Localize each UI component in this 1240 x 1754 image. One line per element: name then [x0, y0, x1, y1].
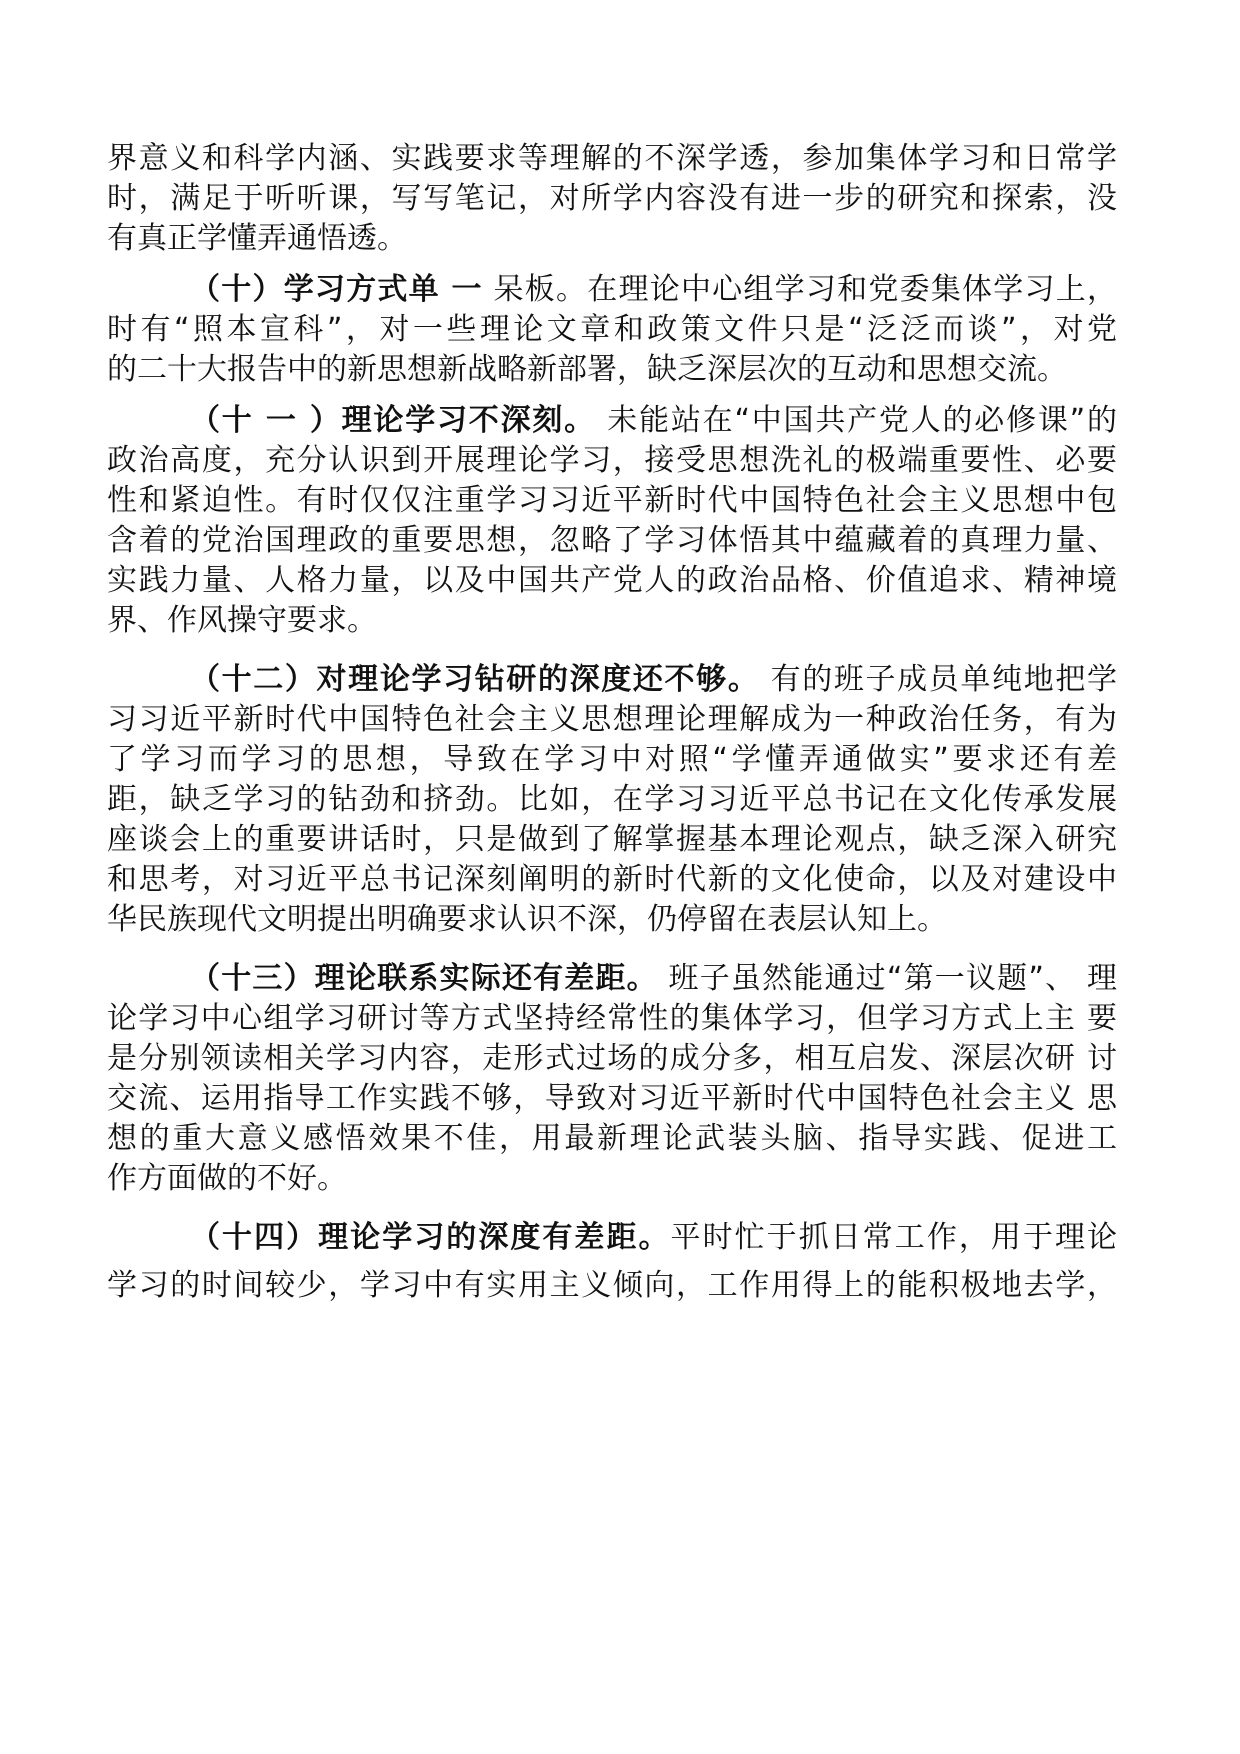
paragraph-line: 性和紧迫性。有时仅仅注重学习习近平新时代中国特色社会主义思想中包	[107, 483, 1117, 518]
paragraph-line: 含着的党治国理政的重要思想，忽略了学习体悟其中蕴藏着的真理力量、	[107, 523, 1117, 558]
paragraph	[107, 660, 1117, 940]
paragraph	[107, 139, 1117, 259]
paragraph-text: 平时忙于抓日常工作，用于理论	[670, 1220, 1118, 1255]
paragraph-line: 交流、运用指导工作实践不够，导致对习近平新时代中国特色社会主义 思	[107, 1081, 1117, 1116]
paragraph-line: 习习近平新时代中国特色社会主义思想理论理解成为一种政治任务，有为	[107, 702, 1117, 737]
paragraph-line: 时，满足于听听课，写写笔记，对所学内容没有进一步的研究和探索，没	[107, 181, 1117, 216]
document-body	[107, 139, 1117, 1306]
paragraph-line: 实践力量、人格力量，以及中国共产党人的政治品格、价值追求、精神境	[107, 563, 1117, 598]
paragraph-line: 政治高度，充分认识到开展理论学习，接受思想洗礼的极端重要性、必要	[107, 443, 1117, 478]
paragraph-line: 界意义和科学内涵、实践要求等理解的不深学透，参加集体学习和日常学	[107, 141, 1117, 176]
paragraph-first-line	[107, 660, 1117, 700]
section-heading: （十四）理论学习的深度有差距。	[190, 1220, 671, 1255]
paragraph-line: 想的重大意义感悟效果不佳，用最新理论武装头脑、指导实践、促进工	[107, 1121, 1117, 1156]
paragraph-line: 和思考，对习近平总书记深刻阐明的新时代新的文化使命，以及对建设中	[107, 862, 1117, 897]
paragraph-first-line	[107, 401, 1117, 441]
paragraph-line: 界、作风操守要求。	[107, 603, 377, 638]
paragraph-text: 班子虽然能通过“第一议题”、 理	[657, 961, 1118, 996]
section-heading: （十）学习方式单 一	[190, 272, 483, 307]
paragraph-line: 作方面做的不好。	[107, 1161, 347, 1196]
paragraph-line: 有真正学懂弄通悟透。	[107, 221, 407, 256]
paragraph-line: 华民族现代文明提出明确要求认识不深，仍停留在表层认知上。	[107, 902, 947, 937]
paragraph-line: 座谈会上的重要讲话时，只是做到了解掌握基本理论观点，缺乏深入研究	[107, 822, 1117, 857]
paragraph-line: 是分别领读相关学习内容，走形式过场的成分多，相互启发、深层次研 讨	[107, 1041, 1117, 1076]
section-heading: （十 一 ）理论学习不深刻。	[190, 403, 596, 438]
paragraph-text: 有的班子成员单纯地把学	[759, 662, 1117, 697]
paragraph	[107, 1218, 1117, 1306]
paragraph-first-line	[107, 959, 1117, 999]
paragraph	[107, 959, 1117, 1199]
paragraph-first-line	[107, 270, 1117, 310]
paragraph-line: 论学习中心组学习研讨等方式坚持经常性的集体学习，但学习方式上主 要	[107, 1001, 1117, 1036]
paragraph-line: 学习的时间较少，学习中有实用主义倾向，工作用得上的能积极地去学，	[107, 1268, 1117, 1303]
paragraph-line: 距，缺乏学习的钻劲和挤劲。比如，在学习习近平总书记在文化传承发展	[107, 782, 1117, 817]
paragraph	[107, 270, 1117, 390]
paragraph-text: 呆板。在理论中心组学习和党委集体学习上，	[482, 272, 1117, 307]
paragraph-line: 了学习而学习的思想，导致在学习中对照“学懂弄通做实”要求还有差	[107, 742, 1117, 777]
paragraph	[107, 401, 1117, 641]
paragraph-line: 的二十大报告中的新思想新战略新部署，缺乏深层次的互动和思想交流。	[107, 352, 1067, 387]
section-heading: （十三）理论联系实际还有差距。	[190, 961, 658, 996]
section-heading: （十二）对理论学习钻研的深度还不够。	[190, 662, 760, 697]
paragraph-first-line	[107, 1218, 1117, 1258]
paragraph-text: 未能站在“中国共产党人的必修课”的	[595, 403, 1117, 438]
paragraph-line: 时有“照本宣科”，对一些理论文章和政策文件只是“泛泛而谈”，对党	[107, 312, 1117, 347]
